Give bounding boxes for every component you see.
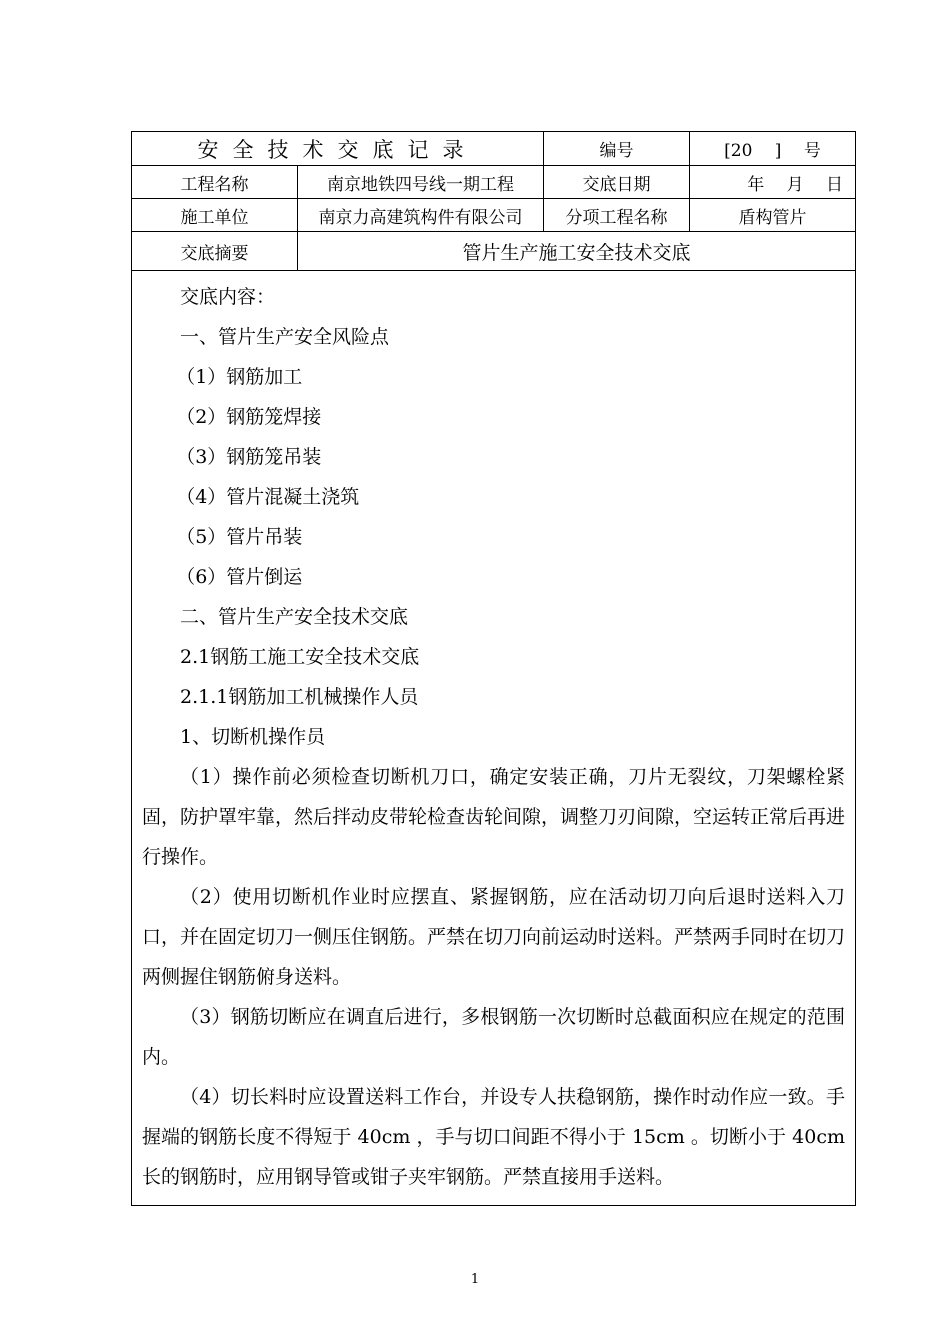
disclosure-date-value: 年 月 日 [690, 166, 856, 199]
sub-project-label: 分项工程名称 [544, 199, 690, 232]
paragraph: （1）操作前必须检查切断机刀口，确定安装正确，刀片无裂纹，刀架螺栓紧固，防护罩牢靠，然后拌动皮带轮检查齿轮间隙，调整刀刃间隙，空运转正常后再进行操作。 [142, 766, 846, 868]
disclosure-content [132, 271, 856, 1206]
content-intro: 交底内容： [180, 286, 276, 308]
risk-item: （4）管片混凝土浇筑 [176, 486, 360, 508]
page-number: 1 [470, 1272, 480, 1287]
record-title: 安全技术交底记录 [132, 132, 544, 166]
number-label: 编号 [544, 132, 690, 166]
paragraph: （2）使用切断机作业时应摆直、紧握钢筋，应在活动切刀向后退时送料入刀口，并在固定切刀一侧压住钢筋。严禁在切刀向前运动时送料。严禁两手同时在切刀两侧握住钢筋俯身送料。 [142, 886, 846, 988]
sub-project-value: 盾构管片 [690, 199, 856, 232]
section-risk-points: 一、管片生产安全风险点 [180, 326, 390, 348]
section-technical-disclosure: 二、管片生产安全技术交底 [180, 606, 409, 628]
risk-item: （6）管片倒运 [176, 566, 303, 588]
summary-label: 交底摘要 [132, 232, 298, 271]
summary-value: 管片生产施工安全技术交底 [298, 232, 856, 271]
paragraph: （4）切长料时应设置送料工作台，并设专人扶稳钢筋，操作时动作应一致。手握端的钢筋长度不得短于 40cm ，手与切口间距不得小于 15cm 。切断小于 40cm 长的钢筋时，应用钢导管或钳子夹牢钢筋。严禁直接用手送料。 [142, 1086, 845, 1188]
subsection-rebar-work: 2.1钢筋工施工安全技术交底 [180, 646, 420, 668]
item-cutter-operator: 1、切断机操作员 [180, 726, 326, 748]
project-name-label: 工程名称 [132, 166, 298, 199]
construction-unit-label: 施工单位 [132, 199, 298, 232]
construction-unit-value: 南京力高建筑构件有限公司 [298, 199, 544, 232]
disclosure-record-table [131, 131, 856, 1206]
risk-item: （3）钢筋笼吊装 [176, 446, 322, 468]
paragraph: （3）钢筋切断应在调直后进行，多根钢筋一次切断时总截面积应在规定的范围内。 [142, 1006, 845, 1068]
project-name-value: 南京地铁四号线一期工程 [298, 166, 544, 199]
subsection-machine-operators: 2.1.1钢筋加工机械操作人员 [180, 686, 419, 708]
risk-item: （5）管片吊装 [176, 526, 303, 548]
paragraph-list [142, 757, 845, 1197]
risk-item: （2）钢筋笼焊接 [176, 406, 322, 428]
number-value: [20 ] 号 [690, 132, 856, 166]
risk-item: （1）钢筋加工 [176, 366, 303, 388]
disclosure-date-label: 交底日期 [544, 166, 690, 199]
